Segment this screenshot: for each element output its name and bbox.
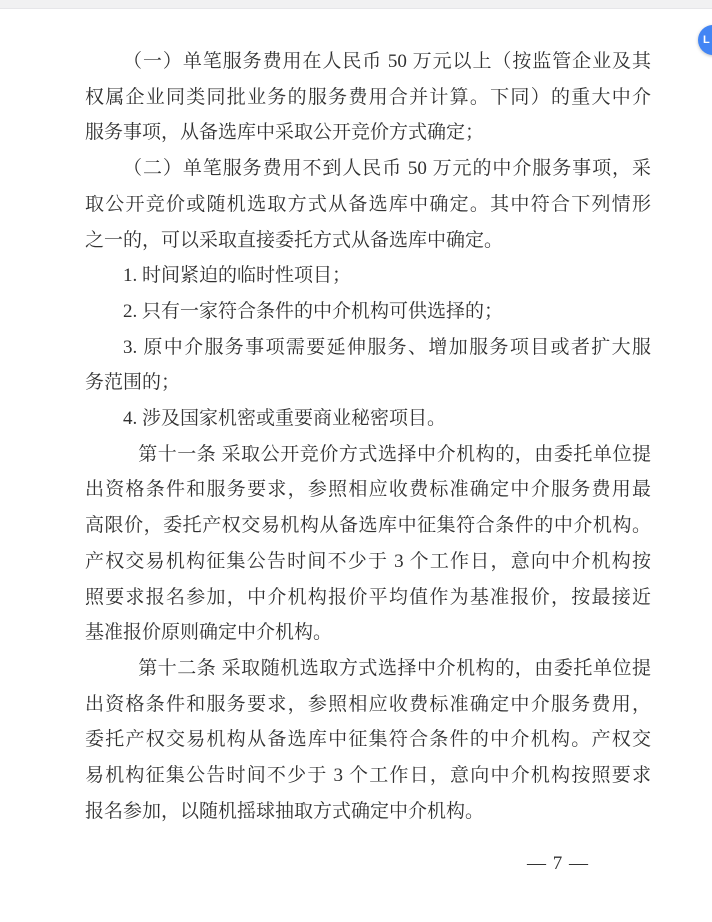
doc-line: 出资格条件和服务要求，参照相应收费标准确定中介服务费用最 bbox=[85, 479, 651, 501]
paragraph-article-12 bbox=[85, 651, 651, 830]
floating-action-button[interactable] bbox=[698, 25, 712, 55]
page-number: — 7 — bbox=[527, 853, 589, 874]
paragraph-item-1 bbox=[85, 44, 651, 151]
doc-line: 之一的，可以采取直接委托方式从备选库中确定。 bbox=[85, 229, 504, 251]
doc-line: 4. 涉及国家机密或重要商业秘密项目。 bbox=[123, 408, 447, 430]
document-body bbox=[85, 44, 651, 829]
doc-line: 出资格条件和服务要求，参照相应收费标准确定中介服务费用， bbox=[85, 693, 651, 715]
doc-line: 报名参加，以随机摇球抽取方式确定中介机构。 bbox=[85, 800, 485, 822]
doc-line: 基准报价原则确定中介机构。 bbox=[85, 622, 333, 644]
paragraph-list-1 bbox=[85, 258, 651, 294]
doc-line: 高限价，委托产权交易机构从备选库中征集符合条件的中介机构。 bbox=[85, 515, 651, 537]
paragraph-item-2 bbox=[85, 151, 651, 258]
doc-line: 照要求报名参加，中介机构报价平均值作为基准报价，按最接近 bbox=[85, 586, 651, 608]
paragraph-list-2 bbox=[85, 294, 651, 330]
doc-line: （二）单笔服务费用不到人民币 50 万元的中介服务事项，采 bbox=[123, 158, 651, 180]
doc-line: 1. 时间紧迫的临时性项目； bbox=[123, 265, 352, 287]
doc-line: 权属企业同类同批业务的服务费用合并计算。下同）的重大中介 bbox=[85, 86, 651, 108]
floating-action-icon: L bbox=[703, 33, 710, 46]
paragraph-article-11 bbox=[85, 437, 651, 651]
doc-line: （一）单笔服务费用在人民币 50 万元以上（按监管企业及其 bbox=[123, 51, 651, 72]
doc-line: 产权交易机构征集公告时间不少于 3 个工作日，意向中介机构按 bbox=[85, 550, 651, 572]
doc-line: 3. 原中介服务事项需要延伸服务、增加服务项目或者扩大服 bbox=[123, 336, 651, 358]
paragraph-list-3 bbox=[85, 330, 651, 401]
doc-line: 易机构征集公告时间不少于 3 个工作日，意向中介机构按照要求 bbox=[85, 765, 651, 787]
doc-line: 取公开竞价或随机选取方式从备选库中确定。其中符合下列情形 bbox=[85, 193, 651, 215]
doc-line: 第十二条 采取随机选取方式选择中介机构的，由委托单位提 bbox=[138, 657, 651, 679]
doc-line: 2. 只有一家符合条件的中介机构可供选择的； bbox=[123, 300, 504, 322]
doc-line: 服务事项，从备选库中采取公开竞价方式确定； bbox=[85, 122, 485, 144]
page-top-strip bbox=[0, 0, 712, 9]
doc-line: 务范围的； bbox=[85, 372, 181, 394]
doc-line: 第十一条 采取公开竞价方式选择中介机构的，由委托单位提 bbox=[138, 443, 651, 465]
doc-line: 委托产权交易机构从备选库中征集符合条件的中介机构。产权交 bbox=[85, 729, 651, 751]
paragraph-list-4 bbox=[85, 401, 651, 437]
